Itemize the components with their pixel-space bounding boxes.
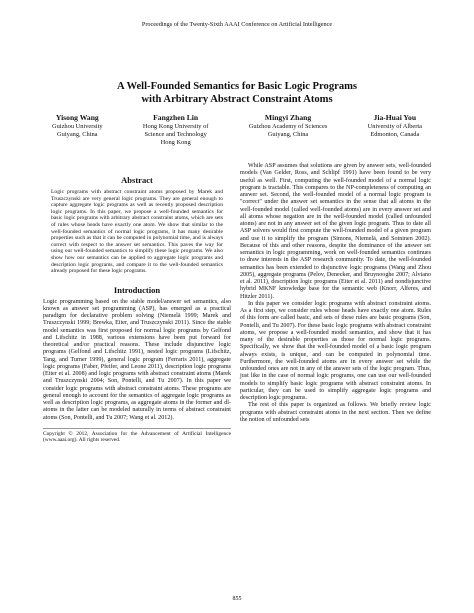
copyright-notice: Copyright © 2012, Association for the Advancement of Artificial Intelligence (www.aaai.org). All rights reserved. bbox=[43, 428, 231, 444]
author-location: Hong Kong bbox=[160, 139, 191, 147]
author-2 bbox=[143, 113, 209, 147]
intro-paragraph-1: Logic programming based on the stable model/answer set semantics, also known as answer set programming (ASP), has emerged as a practical paradigm for declarative problem solving (Niemelä 1999; Marek and Truszczynski 1999; Brewka, Eiter, and Truszczynski 2011). Since the stable model semantics was first proposed for normal logic programs by Gelfond and Lifschitz in 1988, various extensions have been put forward for theoretical and/or practical reasons. These include disjunctive logic programs (Gelfond and Lifschitz 1991), nested logic programs (Lifschitz, Tang, and Turner 1999), general logic program (Ferraris 2011), aggregate logic programs (Faber, Pfeifer, and Leone 2011), description logic programs (Eiter et al. 2008) and logic programs with abstract constraint atoms (Marek and Truszczynski 2004; Son, Pontelli, and Tu 2007). In this paper we consider logic programs with abstract constraint atoms. These programs are general enough to account for the semantics of aggregate logic programs as well as description logic programs, as aggregate atoms in the former and dl-atoms in the latter can be modeled naturally in terms of abstract constraint atoms (Son, Pontelli, and Tu 2007; Wang et al. 2012). bbox=[43, 298, 231, 421]
title-line-2: with Arbitrary Abstract Constraint Atoms bbox=[141, 94, 333, 105]
title-line-1: A Well-Founded Semantics for Basic Logic Programs bbox=[116, 81, 358, 92]
author-name: Mingyi Zhang bbox=[264, 113, 312, 122]
abstract-heading: Abstract bbox=[121, 175, 153, 185]
author-affiliation: University of Alberta bbox=[367, 123, 422, 130]
right-column bbox=[240, 163, 431, 424]
right-paragraph-1: While ASP assumes that solutions are given by answer sets, well-founded models (Van Gelder, Ross, and Schlipf 1991) have been found to be very useful as well. First, computing the well-founded model of a normal logic program is tractable. This compares to the NP-completeness of computing an answer set. Second, the well-founded model of a normal logic program is "correct" under the answer set semantics in the sense that all atoms in the well-founded model (called well-founded atoms) are in every answer set and all atoms whose negation are in the well-founded model (called unfounded atoms) are not in any answer set of the given logic program. Thus to date all ASP solvers would first compute the well-founded model of a given program and use it to simplify the program (Simons, Niemelä, and Soininen 2002). Because of this and other reasons, despite the dominance of the answer set semantics in logic programming, work on well-founded semantics continues to draw interests in the ASP research community. To date, the well-founded semantics has been extended to disjunctive logic programs (Wang and Zhou 2005), aggregate programs (Pelov, Denecker, and Bruynooghe 2007; Alviano et al. 2011), description logic programs (Eiter et al. 2011) and nondisjunctive hybrid MKNF knowledge base for the semantic web (Knorr, Alferes, and Hitzler 2011). bbox=[240, 163, 431, 300]
author-affiliation-2: Science and Technology bbox=[144, 131, 207, 139]
author-name: Yisong Wang bbox=[55, 113, 99, 122]
author-affiliation: Guizhou University bbox=[52, 123, 103, 130]
author-3 bbox=[249, 113, 328, 147]
right-paragraph-3: The rest of this paper is organized as follows. We briefly review logic programs with abstract constraint atoms in the next section. Then we define the notion of unfounded sets bbox=[240, 402, 431, 423]
page-number: 855 bbox=[232, 596, 242, 602]
left-column bbox=[43, 175, 231, 444]
proceedings-header: Proceedings of the Twenty-Sixth AAAI Conference on Artificial Intelligence bbox=[141, 21, 333, 28]
right-paragraph-2: In this paper we consider logic programs with abstract constraint atoms. As a first step, we consider rules whose heads have exactly one atom. Rules of this form are called basic, and sets of these rules are basic programs (Son, Pontelli, and Tu 2007). For these basic logic programs with abstract constraint atoms, we propose a well-founded model semantics, and show that it has many of the desirable properties as those for normal logic programs. Specifically, we show that the well-founded model of a basic logic program always exists, is unique, and can be computed in polynomial time. Furthermore, the well-founded atoms are in every answer set while the unfounded ones are not in any of the answer sets of the logic program. Thus, just like in the case of normal logic programs, one can use our well-founded models to simplify basic logic programs with abstract constraint atoms. In particular, they can be used to simplify aggregate logic programs and description logic programs. bbox=[240, 300, 431, 401]
author-name: Jia-Huai You bbox=[373, 113, 417, 122]
paper-title bbox=[0, 80, 474, 106]
author-4 bbox=[368, 113, 422, 147]
introduction-heading: Introduction bbox=[113, 284, 161, 295]
author-affiliation: Guizhou Academy of Sciences bbox=[248, 123, 328, 130]
author-affiliation: Hong Kong University of bbox=[142, 123, 209, 130]
author-block bbox=[52, 113, 422, 147]
author-location: Guiyang, China bbox=[57, 131, 98, 139]
author-1 bbox=[52, 113, 103, 147]
abstract-text: Logic programs with abstract constraint atoms proposed by Marek and Truszczynski are very general logic programs. They are general enough to capture aggregate logic programs as well as recently proposed description logic programs. In this paper, we propose a well-founded semantics for basic logic programs with arbitrary abstract constraint atoms, which are sets of rules whose heads have exactly one atom. We show that similar to the well-founded semantics of normal logic programs, it has many desirable properties such as that it can be computed in polynomial time, and is always correct with respect to the answer set semantics. This paves the way for using our well-founded semantics to simplify these logic programs. We also show how our semantics can be applied to aggregate logic programs and description logic programs, and compare it to the well-founded semantics already proposed for these logic programs. bbox=[51, 189, 223, 275]
author-name: Fangzhen Lin bbox=[153, 113, 199, 122]
author-location: Guiyang, China bbox=[267, 131, 309, 139]
author-location: Edmonton, Canada bbox=[370, 131, 420, 139]
